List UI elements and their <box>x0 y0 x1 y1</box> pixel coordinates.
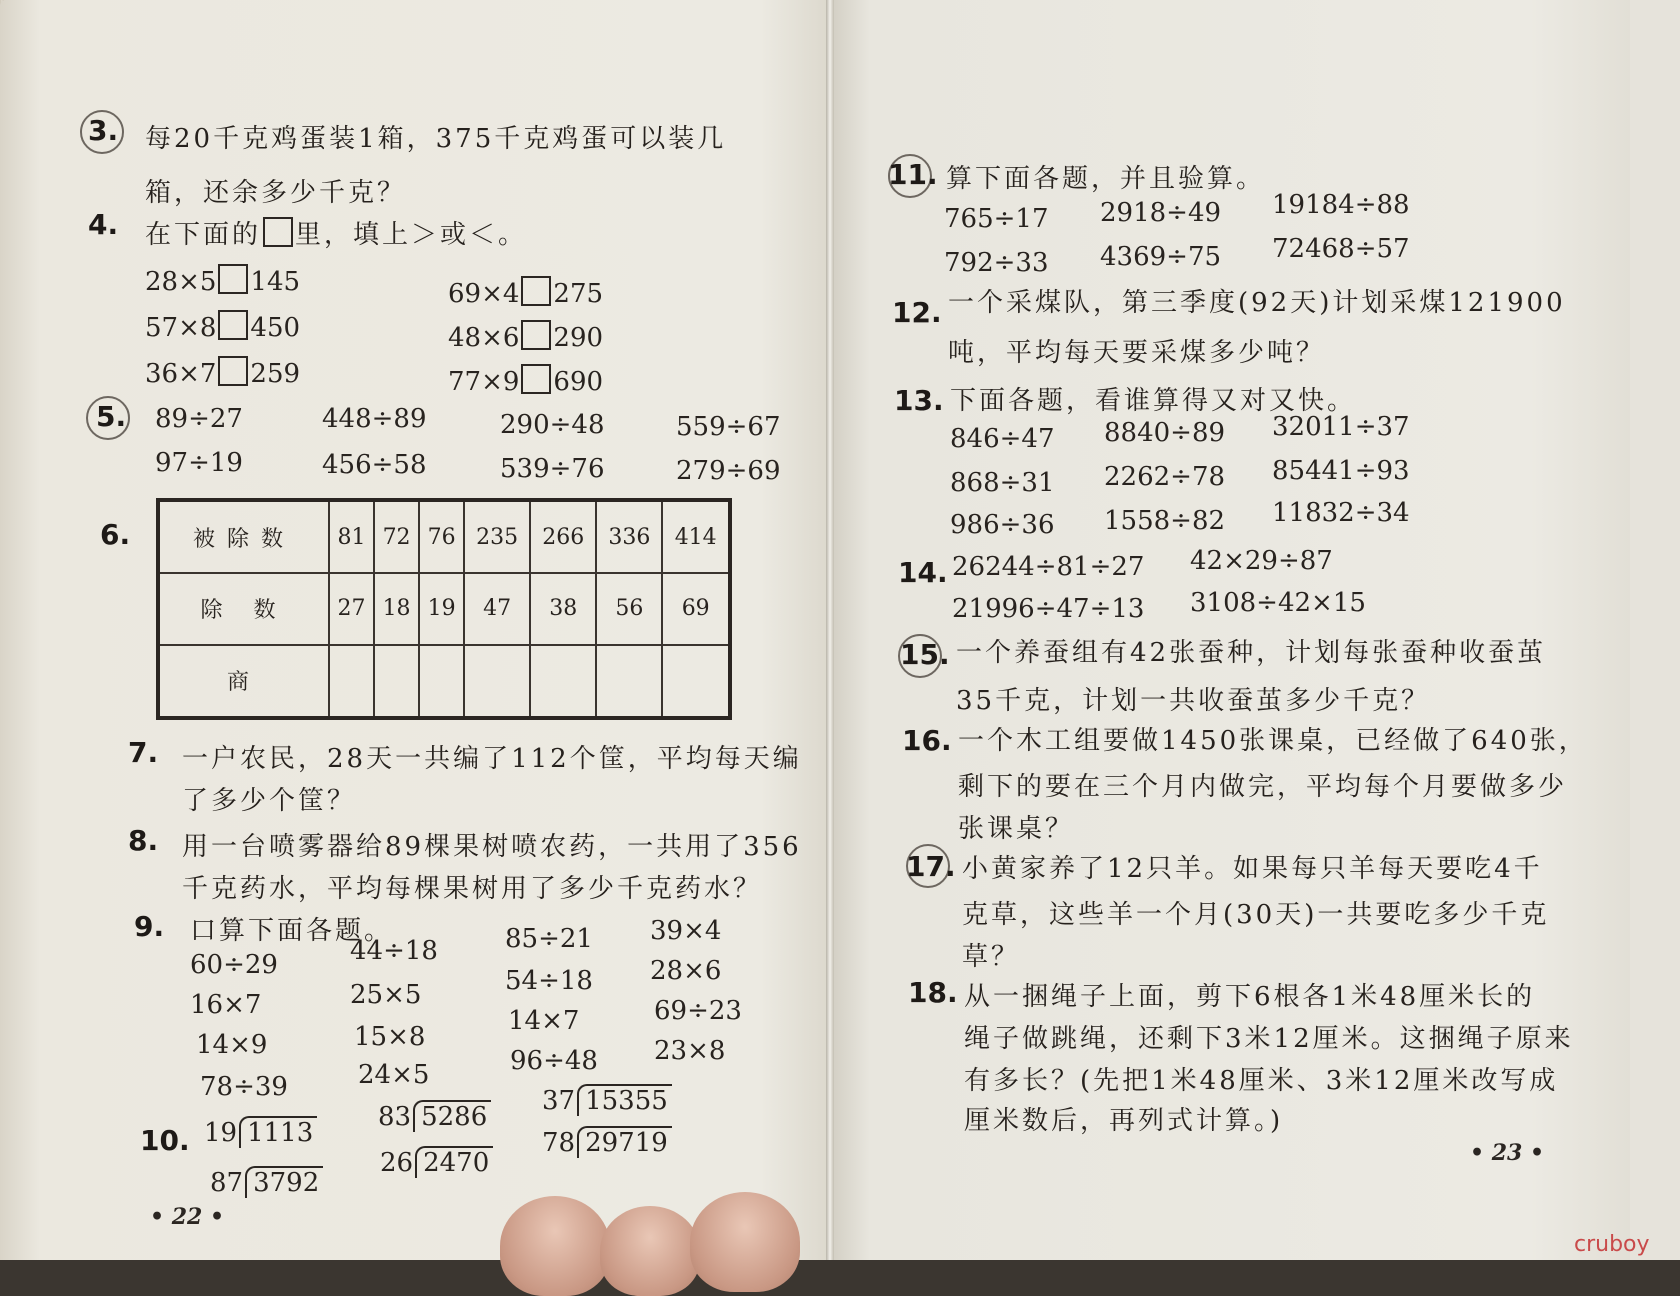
answer-cell[interactable] <box>464 645 530 718</box>
question-number: 7. <box>128 736 159 769</box>
expression: 279÷69 <box>676 456 781 486</box>
question-title: 算下面各题，并且验算。 <box>946 164 1266 194</box>
question-text: 厘米数后，再列式计算。) <box>964 1106 1284 1136</box>
expression: 89÷27 <box>155 404 243 434</box>
expression: 69÷23 <box>654 996 742 1026</box>
row-label: 商 <box>158 645 329 718</box>
expression: 3108÷42×15 <box>1190 588 1366 618</box>
expression: 97÷19 <box>155 448 243 478</box>
fingertip <box>690 1192 800 1292</box>
table-cell: 19 <box>419 573 464 644</box>
division-bracket: 5286 <box>413 1100 491 1132</box>
question-text: 从一捆绳子上面，剪下6根各1米48厘米长的 <box>964 982 1536 1012</box>
question-number: 9. <box>134 910 165 943</box>
expression: 2262÷78 <box>1104 462 1226 492</box>
table-cell: 72 <box>374 500 419 573</box>
answer-cell[interactable] <box>374 645 419 718</box>
question-number: 8. <box>128 824 159 857</box>
question-number: 10. <box>140 1124 190 1157</box>
expression: 42×29÷87 <box>1190 546 1333 576</box>
long-division: 19 1113 <box>204 1116 317 1148</box>
background-edge <box>1630 0 1680 1260</box>
long-division: 87 3792 <box>210 1166 323 1198</box>
expression: 19184÷88 <box>1272 190 1410 220</box>
answer-box[interactable] <box>521 364 551 394</box>
answer-box[interactable] <box>218 310 248 340</box>
answer-box[interactable] <box>521 320 551 350</box>
dividend-row <box>158 500 730 573</box>
expression: 290÷48 <box>500 410 605 440</box>
expression: 54÷18 <box>505 966 593 996</box>
expression: 2918÷49 <box>1100 198 1222 228</box>
expression: 765÷17 <box>944 204 1049 234</box>
answer-cell[interactable] <box>419 645 464 718</box>
table-cell: 27 <box>329 573 374 644</box>
division-bracket: 1113 <box>239 1116 317 1148</box>
question-text: 一个采煤队，第三季度(92天)计划采煤121900 <box>948 288 1566 318</box>
division-bracket: 2470 <box>415 1146 493 1178</box>
question-number: 5. <box>96 400 127 433</box>
expression: 539÷76 <box>500 454 605 484</box>
expression: 846÷47 <box>950 424 1055 454</box>
question-text: 一个养蚕组有42张蚕种，计划每张蚕种收蚕茧 <box>956 638 1547 668</box>
long-division: 78 29719 <box>542 1126 672 1158</box>
question-text: 千克药水，平均每棵果树用了多少千克药水？ <box>182 874 763 904</box>
fingertip <box>500 1196 610 1296</box>
question-text: 吨，平均每天要采煤多少吨？ <box>948 338 1326 368</box>
expression: 72468÷57 <box>1272 234 1410 264</box>
long-division: 26 2470 <box>380 1146 493 1178</box>
table-cell: 336 <box>596 500 662 573</box>
expression: 11832÷34 <box>1272 498 1410 528</box>
compare-item: 36×7 259 <box>145 356 300 389</box>
expression: 559÷67 <box>676 412 781 442</box>
expression: 28×6 <box>650 956 722 986</box>
expression: 868÷31 <box>950 468 1055 498</box>
expression: 44÷18 <box>350 936 438 966</box>
expression: 85441÷93 <box>1272 456 1410 486</box>
expression: 14×7 <box>508 1006 580 1036</box>
table-cell: 81 <box>329 500 374 573</box>
division-bracket: 29719 <box>577 1126 672 1158</box>
answer-box[interactable] <box>218 264 248 294</box>
compare-item: 57×8 450 <box>145 310 300 343</box>
expression: 14×9 <box>196 1030 268 1060</box>
expression: 1558÷82 <box>1104 506 1226 536</box>
expression: 25×5 <box>350 980 422 1010</box>
table-cell: 76 <box>419 500 464 573</box>
fingertip <box>600 1206 700 1296</box>
expression: 23×8 <box>654 1036 726 1066</box>
question-text: 一户农民，28天一共编了112个筐，平均每天编 <box>182 744 802 774</box>
question-text: 箱，还余多少千克？ <box>145 178 407 208</box>
expression: 85÷21 <box>505 924 593 954</box>
expression: 15×8 <box>354 1022 426 1052</box>
divisor-row <box>158 573 730 644</box>
quotient-row <box>158 645 730 718</box>
expression: 4369÷75 <box>1100 242 1222 272</box>
answer-cell[interactable] <box>662 645 730 718</box>
question-text: 张课桌？ <box>958 814 1075 844</box>
question-number: 12. <box>892 296 942 329</box>
question-number: 16. <box>902 724 952 757</box>
expression: 32011÷37 <box>1272 412 1410 442</box>
question-text: 在下面的 里，填上＞或＜。 <box>145 214 527 251</box>
row-label: 除 数 <box>158 573 329 644</box>
question-text: 绳子做跳绳，还剩下3米12厘米。这捆绳子原来 <box>964 1024 1574 1054</box>
book-spine <box>826 0 834 1260</box>
question-text: 每20千克鸡蛋装1箱，375千克鸡蛋可以装几 <box>145 124 727 154</box>
division-table <box>156 498 732 720</box>
compare-item: 69×4 275 <box>448 276 603 309</box>
table-cell: 235 <box>464 500 530 573</box>
table-cell: 18 <box>374 573 419 644</box>
page-number: • 22 • <box>150 1204 225 1230</box>
division-bracket: 3792 <box>245 1166 323 1198</box>
question-number: 6. <box>100 518 131 551</box>
question-title: 口算下面各题。 <box>190 916 394 946</box>
division-bracket: 15355 <box>577 1084 672 1116</box>
watermark: cruboy <box>1574 1232 1650 1257</box>
table-cell: 69 <box>662 573 730 644</box>
table-cell: 56 <box>596 573 662 644</box>
expression: 8840÷89 <box>1104 418 1226 448</box>
row-label: 被除数 <box>158 500 329 573</box>
question-number: 11. <box>888 158 938 191</box>
question-text: 剩下的要在三个月内做完，平均每个月要做多少 <box>958 772 1568 802</box>
expression: 24×5 <box>358 1060 430 1090</box>
question-text: 草？ <box>962 942 1021 972</box>
question-text: 有多长？(先把1米48厘米、3米12厘米改写成 <box>964 1066 1559 1096</box>
question-title: 下面各题，看谁算得又对又快。 <box>950 386 1357 416</box>
question-text: 35千克，计划一共收蚕茧多少千克？ <box>956 686 1431 716</box>
expression: 792÷33 <box>944 248 1049 278</box>
expression: 456÷58 <box>322 450 427 480</box>
expression: 96÷48 <box>510 1046 598 1076</box>
answer-cell[interactable] <box>530 645 596 718</box>
compare-item: 28×5 145 <box>145 264 300 297</box>
expression: 986÷36 <box>950 510 1055 540</box>
question-text: 一个木工组要做1450张课桌，已经做了640张， <box>958 726 1588 756</box>
page-number: • 23 • <box>1470 1140 1545 1166</box>
answer-cell[interactable] <box>596 645 662 718</box>
question-number: 17. <box>906 850 956 883</box>
expression: 448÷89 <box>322 404 427 434</box>
expression: 60÷29 <box>190 950 278 980</box>
expression: 21996÷47÷13 <box>952 594 1145 624</box>
long-division: 83 5286 <box>378 1100 491 1132</box>
table-cell: 414 <box>662 500 730 573</box>
answer-box <box>263 217 293 247</box>
table-cell: 47 <box>464 573 530 644</box>
question-text: 克草，这些羊一个月(30天)一共要吃多少千克 <box>962 900 1550 930</box>
answer-box[interactable] <box>218 356 248 386</box>
question-number: 4. <box>88 208 119 241</box>
expression: 39×4 <box>650 916 722 946</box>
answer-cell[interactable] <box>329 645 374 718</box>
expression: 78÷39 <box>200 1072 288 1102</box>
table-cell: 38 <box>530 573 596 644</box>
question-number: 14. <box>898 556 948 589</box>
compare-item: 48×6 290 <box>448 320 603 353</box>
question-text: 小黄家养了12只羊。如果每只羊每天要吃4千 <box>962 854 1543 884</box>
question-number: 13. <box>894 384 944 417</box>
compare-item: 77×9 690 <box>448 364 603 397</box>
long-division: 37 15355 <box>542 1084 672 1116</box>
question-text: 了多少个筐？ <box>182 786 357 816</box>
question-number: 3. <box>88 114 119 147</box>
table-cell: 266 <box>530 500 596 573</box>
expression: 16×7 <box>190 990 262 1020</box>
question-text: 用一台喷雾器给89棵果树喷农药，一共用了356 <box>182 832 802 862</box>
expression: 26244÷81÷27 <box>952 552 1145 582</box>
answer-box[interactable] <box>521 276 551 306</box>
question-number: 15. <box>900 638 950 671</box>
question-number: 18. <box>908 976 958 1009</box>
